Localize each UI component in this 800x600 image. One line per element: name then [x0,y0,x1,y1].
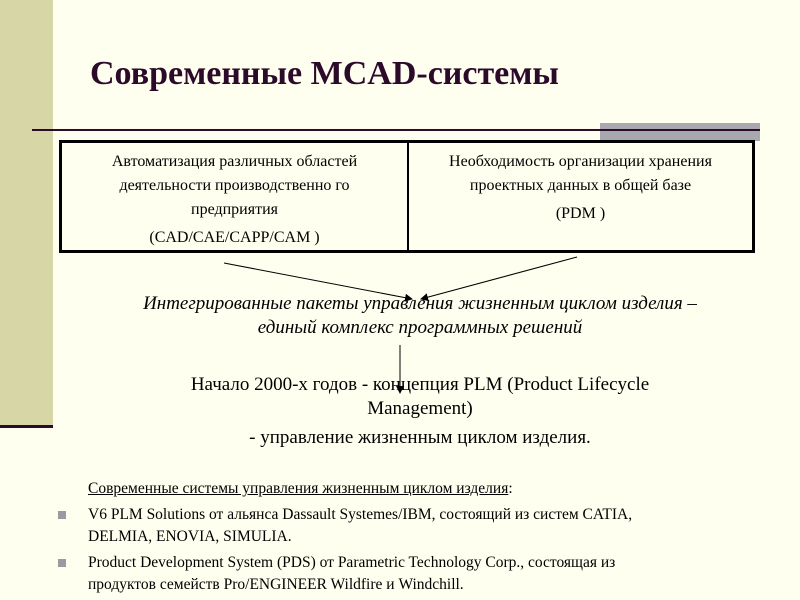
list-item [58,504,768,548]
section-heading-colon: : [508,480,513,497]
square-bullet-icon [58,511,66,519]
cad-box-line: деятельности производственно го [119,177,350,194]
list-item-text [88,504,768,548]
integrated-packages-text [80,292,760,340]
list-item-line: DELMIA, ENOVIA, SIMULIA. [88,528,292,545]
section-heading-row [88,478,768,500]
cad-box-line: (CAD/CAE/CAPP/CAM ) [149,229,320,246]
list-item [58,552,768,596]
list-item-line: V6 PLM Solutions от альянса Dassault Systemes/IBM, состоящий из систем CATIA, [88,506,633,523]
list-item-line: продуктов семейств Pro/ENGINEER Wildfire и Windchill. [88,576,464,593]
pdm-box-line: Необходимость организации хранения [449,153,712,170]
cad-box-line: предприятия [191,201,278,218]
cad-box-line: Автоматизация различных областей [111,153,358,170]
integrated-line: единый комплекс программных решений [257,317,583,338]
plm-line: Начало 2000-х годов - концепция PLM (Product Lifecycle [190,374,650,395]
integrated-line: Интегрированные пакеты управления жизненным циклом изделия – [143,293,697,314]
plm-systems-section [88,478,768,600]
square-bullet-icon [58,559,66,567]
plm-concept [80,373,760,450]
list-item-line: Product Development System (PDS) от Parametric Technology Corp., состоящая из [88,554,616,571]
slide-title: Современные MCAD-системы [90,55,559,92]
pdm-box-line: (PDM ) [555,205,606,222]
plm-description: - управление жизненным циклом изделия. [249,427,591,448]
pdm-box-line: проектных данных в общей базе [469,177,692,194]
plm-line: Management) [367,398,473,419]
list-item-text [88,552,768,596]
section-heading: Современные системы управления жизненным циклом изделия [88,480,509,497]
systems-list [88,504,768,596]
